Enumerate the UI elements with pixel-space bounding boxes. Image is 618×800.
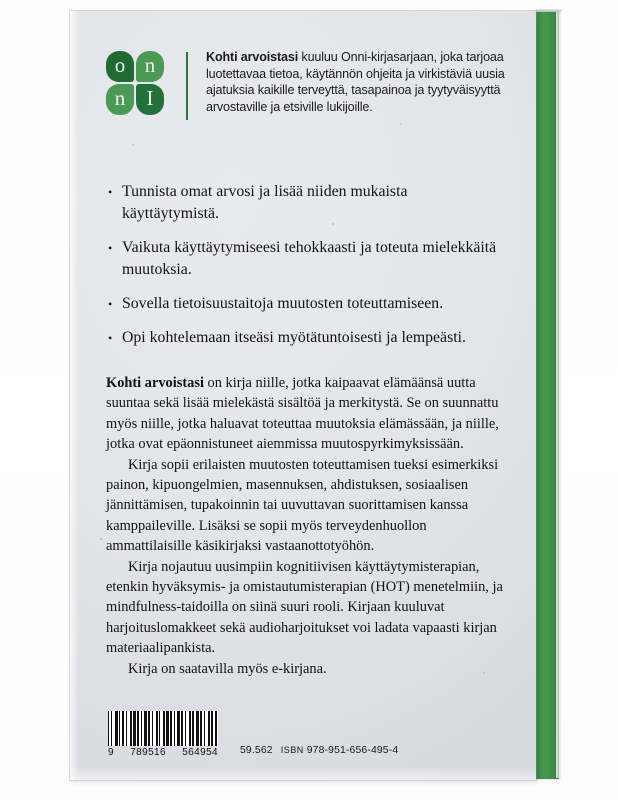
barcode-digits: [108, 747, 218, 758]
isbn-number: 978-951-656-495-4: [306, 745, 399, 756]
logo-tile-n1: [136, 51, 164, 82]
vertical-divider: [186, 52, 188, 120]
bullet-text: Vaikuta käyttäytymiseesi tehokkaasti ja toteuta mielekkäitä muutoksia.: [122, 239, 497, 278]
logo-letter-n1: n: [144, 53, 156, 77]
series-blurb-body: kuuluu Onni-kirjasarjaan, joka tarjoaa luotettavaa tietoa, käytännön ohjeita ja virkistäviä uusia ajatuksia kaikille terveyttä, tasapainoa ja tyytyväisyyttä arvostaville ja etsiville lukijoille.: [206, 50, 505, 114]
bullet-dot-icon: •: [108, 297, 113, 311]
onni-logo: [106, 51, 164, 117]
barcode-lead-digit: 9: [108, 747, 114, 758]
list-item: [108, 181, 508, 225]
logo-letter-o: o: [114, 53, 126, 77]
series-blurb: [206, 49, 510, 115]
isbn-label: ISBN: [280, 745, 304, 755]
paragraph-1: [106, 373, 508, 455]
paragraph-2: Kirja sopii erilaisten muutosten toteuttamisen tueksi esimerkiksi painon, kipuongelmien, masennuksen, ahdistuksen, sosiaalisen jännittämisen, tupakoinnin tai uuvuttavan suorittamisen kanssa kamppaileville. Lisäksi se sopii myös terveydenhuollon ammattilaisille käsikirjaksi vastaanottotyöhön.: [106, 456, 499, 555]
logo-letter-i: I: [146, 86, 154, 110]
barcode-bars: [108, 711, 218, 746]
isbn-line: [240, 745, 398, 756]
bullet-list: [108, 181, 508, 361]
logo-tile-n2: [106, 84, 134, 115]
paragraph-3: Kirja nojautuu uusimpiin kognitiivisen käyttäytymisterapian, etenkin hyväksymis- ja omistautumisterapian (HOT) menetelmiin, ja mindfulness-taidoilla on siinä suuri rooli. Kirjaan kuuluvat harjoituslomakkeet sekä audioharjoitukset voi ladata vapaasti kirjan materiaalipankista.: [106, 558, 503, 657]
spine-page-block: [556, 12, 561, 778]
paragraph-4: Kirja on saatavilla myös e-kirjana.: [128, 660, 327, 677]
cover-bottom-shading: [70, 766, 536, 780]
ean13-barcode: [108, 708, 218, 758]
bullet-dot-icon: •: [108, 185, 113, 199]
bullet-text: Tunnista omat arvosi ja lisää niiden mukaista käyttäytymistä.: [122, 183, 408, 222]
back-cover-copy: [106, 373, 508, 679]
cover-speck: [132, 144, 134, 146]
list-item: [108, 237, 508, 281]
list-item: [108, 293, 508, 315]
barcode-left-group: 789516: [130, 747, 166, 758]
bullet-text: Sovella tietoisuustaitoja muutosten toteuttamiseen.: [122, 295, 444, 312]
logo-tile-o: [106, 51, 134, 82]
paragraph-1-title: Kohti arvoistasi: [106, 375, 204, 391]
bullet-text: Opi kohtelemaan itseäsi myötätuntoisesti ja lempeästi.: [122, 329, 466, 346]
series-header: [106, 49, 510, 120]
series-blurb-title: Kohti arvoistasi: [206, 50, 299, 64]
back-cover: [70, 11, 536, 780]
list-item: [108, 327, 508, 349]
price-code: 59.562: [240, 745, 273, 756]
bullet-dot-icon: •: [108, 241, 113, 255]
logo-tile-i: [136, 84, 164, 115]
cover-left-shading: [70, 11, 79, 780]
logo-letter-n2: n: [114, 86, 126, 110]
cover-speck: [100, 538, 102, 540]
barcode-block: [108, 708, 398, 758]
cover-speck: [400, 123, 402, 125]
paragraph-1-text: on kirja niille, jotka kaipaavat elämäänsä uutta suuntaa sekä lisää mielekästä sisältöä ja merkitystä. Se on suunnattu myös niille, jotka haluavat toteuttaa muutoksia elämässään, ja niille, jotka ovat epäonnistuneet aiemmissa muutospyrkimyksissään.: [106, 375, 499, 453]
barcode-right-group: 564954: [182, 747, 218, 758]
bullet-dot-icon: •: [108, 331, 113, 345]
